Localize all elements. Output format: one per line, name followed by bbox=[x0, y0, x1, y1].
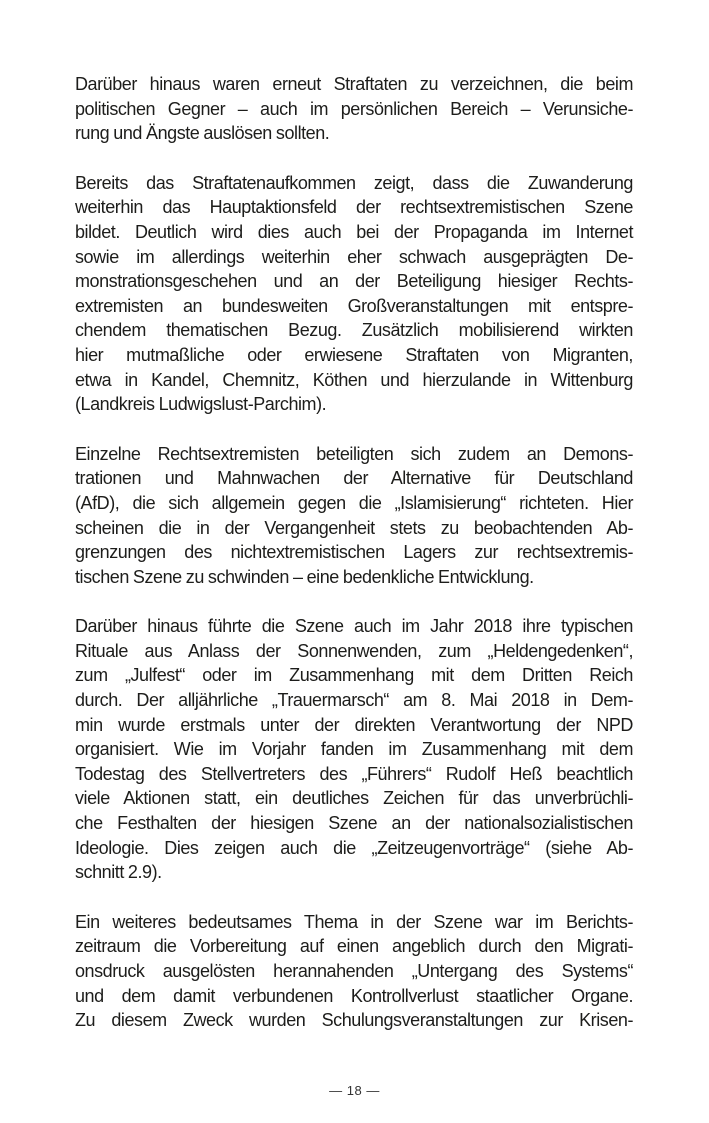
paragraph-4 bbox=[75, 614, 633, 885]
text-line: viele Aktionen statt, ein deutliches Zeichen für das unverbrüchli- bbox=[75, 788, 633, 809]
page-number: — 18 — bbox=[329, 1083, 380, 1098]
text-line: rung und Ängste auslösen sollten. bbox=[75, 123, 330, 144]
text-line: Darüber hinaus führte die Szene auch im Jahr 2018 ihre typischen bbox=[75, 616, 633, 637]
document-body bbox=[75, 72, 633, 1058]
text-line: (Landkreis Ludwigslust-Parchim). bbox=[75, 394, 327, 415]
text-line: organisiert. Wie im Vorjahr fanden im Zusammenhang mit dem bbox=[75, 739, 633, 760]
text-line: bildet. Deutlich wird dies auch bei der Propaganda im Internet bbox=[75, 221, 633, 242]
text-line: (AfD), die sich allgemein gegen die „Islamisierung“ richteten. Hier bbox=[75, 492, 633, 513]
text-line: min wurde erstmals unter der direkten Verantwortung der NPD bbox=[75, 714, 633, 735]
text-line: weiterhin das Hauptaktionsfeld der rechtsextremistischen Szene bbox=[75, 197, 633, 218]
text-line: Rituale aus Anlass der Sonnenwenden, zum „Heldengedenken“, bbox=[75, 640, 633, 661]
text-line: che Festhalten der hiesigen Szene an der nationalsozialistischen bbox=[75, 813, 633, 834]
paragraph-1 bbox=[75, 72, 633, 146]
text-line: Ideologie. Dies zeigen auch die „Zeitzeugenvorträge“ (siehe Ab- bbox=[75, 837, 633, 858]
text-line: und dem damit verbundenen Kontrollverlust staatlicher Organe. bbox=[75, 985, 633, 1006]
text-line: grenzungen des nichtextremistischen Lagers zur rechtsextremis- bbox=[75, 542, 633, 563]
text-line: scheinen die in der Vergangenheit stets zu beobachtenden Ab- bbox=[75, 517, 633, 538]
text-line: Todestag des Stellvertreters des „Führers“ Rudolf Heß beachtlich bbox=[75, 763, 633, 784]
text-line: sowie im allerdings weiterhin eher schwach ausgeprägten De- bbox=[75, 246, 633, 267]
text-line: zeitraum die Vorbereitung auf einen angeblich durch den Migrati- bbox=[75, 936, 633, 957]
text-line: Ein weiteres bedeutsames Thema in der Szene war im Berichts- bbox=[75, 911, 633, 932]
text-line: schnitt 2.9). bbox=[75, 862, 162, 883]
paragraph-3 bbox=[75, 442, 633, 590]
text-line: onsdruck ausgelösten herannahenden „Untergang des Systems“ bbox=[75, 961, 633, 981]
text-line: durch. Der alljährliche „Trauermarsch“ am 8. Mai 2018 in Dem- bbox=[75, 690, 633, 711]
text-line: hier mutmaßliche oder erwiesene Straftaten von Migranten, bbox=[75, 344, 633, 365]
text-line: politischen Gegner – auch im persönlichen Bereich – Verunsiche- bbox=[75, 98, 633, 119]
text-line: Zu diesem Zweck wurden Schulungsveranstaltungen zur Krisen- bbox=[75, 1010, 633, 1031]
paragraph-2 bbox=[75, 171, 633, 417]
text-line: Bereits das Straftatenaufkommen zeigt, dass die Zuwanderung bbox=[75, 172, 633, 193]
text-line: etwa in Kandel, Chemnitz, Köthen und hierzulande in Wittenburg bbox=[75, 369, 633, 390]
text-line: tischen Szene zu schwinden – eine bedenkliche Entwicklung. bbox=[75, 566, 534, 587]
text-line: chendem thematischen Bezug. Zusätzlich mobilisierend wirkten bbox=[75, 320, 633, 341]
text-line: Darüber hinaus waren erneut Straftaten zu verzeichnen, die beim bbox=[75, 74, 633, 94]
text-line: monstrationsgeschehen und an der Beteiligung hiesiger Rechts- bbox=[75, 271, 633, 292]
text-line: extremisten an bundesweiten Großveranstaltungen mit entspre- bbox=[75, 295, 633, 316]
text-line: Einzelne Rechtsextremisten beteiligten sich zudem an Demons- bbox=[75, 443, 633, 464]
text-line: trationen und Mahnwachen der Alternative für Deutschland bbox=[75, 468, 633, 489]
text-line: zum „Julfest“ oder im Zusammenhang mit dem Dritten Reich bbox=[75, 665, 633, 686]
paragraph-5 bbox=[75, 910, 633, 1033]
